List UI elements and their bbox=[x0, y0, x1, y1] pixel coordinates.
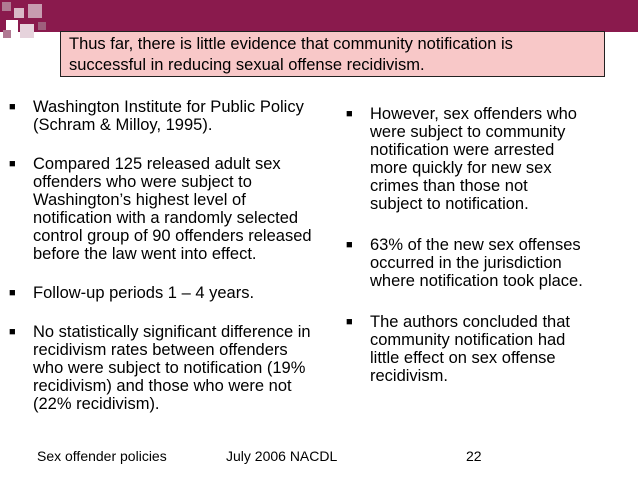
bullet-line: Compared 125 released adult sex bbox=[33, 155, 281, 173]
bullet-line: offenders who were subject to bbox=[33, 173, 252, 191]
callout-line: successful in reducing sexual offense recidivism. bbox=[69, 56, 425, 74]
left-bullet-list bbox=[9, 98, 339, 413]
bullet-item bbox=[9, 284, 339, 302]
bullet-line: crimes than those not bbox=[370, 177, 528, 195]
bullet-icon: ■ bbox=[9, 101, 16, 113]
bullet-line: recidivism) and those who were not bbox=[33, 377, 292, 395]
bullet-line: little effect on sex offense bbox=[370, 349, 556, 367]
bullet-line: before the law went into effect. bbox=[33, 245, 257, 263]
footer-left: Sex offender policies bbox=[37, 448, 167, 464]
bullet-icon: ■ bbox=[346, 108, 353, 120]
bullet-line: 63% of the new sex offenses bbox=[370, 236, 581, 254]
bullet-line: notification with a randomly selected bbox=[33, 209, 299, 227]
bullet-line: were subject to community bbox=[370, 123, 566, 141]
bullet-line: who were subject to notification (19% bbox=[33, 359, 306, 377]
bullet-icon: ■ bbox=[9, 326, 16, 338]
bullet-icon: ■ bbox=[346, 239, 353, 251]
decor-square bbox=[20, 24, 34, 38]
decor-square bbox=[3, 30, 11, 38]
decor-square bbox=[38, 22, 46, 30]
bullet-line: recidivism. bbox=[370, 367, 448, 385]
decor-square bbox=[2, 2, 11, 11]
decor-square bbox=[28, 4, 42, 18]
bullet-item bbox=[9, 323, 339, 413]
bullet-line: (Schram & Milloy, 1995). bbox=[33, 116, 213, 134]
bullet-line: No statistically significant difference in bbox=[33, 323, 311, 341]
bullet-line: The authors concluded that bbox=[370, 313, 570, 331]
bullet-icon: ■ bbox=[9, 287, 16, 299]
bullet-item bbox=[9, 155, 339, 263]
bullet-item bbox=[346, 105, 631, 213]
bullet-line: control group of 90 offenders released bbox=[33, 227, 312, 245]
bullet-line: Washington Institute for Public Policy bbox=[33, 98, 304, 116]
callout-box bbox=[60, 31, 605, 77]
bullet-line: Washington’s highest level of bbox=[33, 191, 246, 209]
bullet-line: However, sex offenders who bbox=[370, 105, 577, 123]
bullet-line: where notification took place. bbox=[370, 272, 583, 290]
bullet-item bbox=[346, 236, 631, 290]
bullet-icon: ■ bbox=[346, 316, 353, 328]
bullet-item bbox=[9, 98, 339, 134]
bullet-line: Follow-up periods 1 – 4 years. bbox=[33, 284, 255, 302]
bullet-line: community notification had bbox=[370, 331, 566, 349]
bullet-line: notification were arrested bbox=[370, 141, 555, 159]
footer-date: July 2006 NACDL bbox=[226, 448, 338, 464]
bullet-line: subject to notification. bbox=[370, 195, 529, 213]
bullet-line: (22% recidivism). bbox=[33, 395, 160, 413]
right-bullet-list bbox=[346, 105, 631, 385]
decor-square bbox=[14, 8, 24, 18]
callout-line: Thus far, there is little evidence that community notification is bbox=[69, 35, 513, 53]
bullet-line: occurred in the jurisdiction bbox=[370, 254, 562, 272]
title-bar bbox=[0, 0, 638, 32]
bullet-line: recidivism rates between offenders bbox=[33, 341, 288, 359]
page-number: 22 bbox=[466, 448, 482, 464]
bullet-icon: ■ bbox=[9, 158, 16, 170]
bullet-line: more quickly for new sex bbox=[370, 159, 552, 177]
bullet-item bbox=[346, 313, 631, 385]
